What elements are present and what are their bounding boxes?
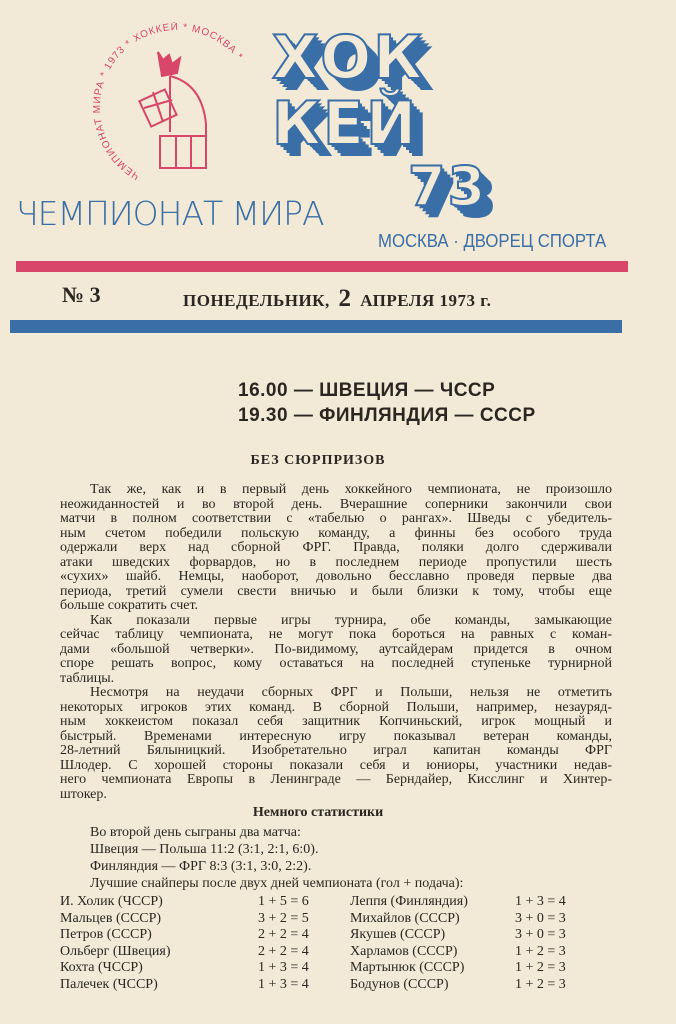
stats-intro: Во второй день сыграны два матча: — [90, 825, 301, 840]
scorer-row — [60, 927, 620, 944]
article-line: «сухих» шайб. Немцы, наоборот, довольно бесславно проведя первые два — [60, 569, 612, 584]
article-line: атаки шведских форвардов, но в последнем периоде пропустили шесть — [60, 554, 612, 570]
article-line: сейчас таблицу чемпионата, не могут пока бороться на равных с коман- — [60, 627, 612, 642]
scorer-name: Петров (СССР) — [60, 927, 152, 942]
article-line: одержали верх над сборной ФРГ. Правда, поляки долго сдерживали — [60, 540, 612, 555]
article-line: некоторых игроков этих команд. В сборной Польши, например, незауряд- — [60, 699, 612, 715]
article-line: Несмотря на неудачи сборных ФРГ и Польши, нельзя не отметить — [90, 685, 612, 700]
stats-heading: Немного статистики — [252, 805, 384, 820]
weekday: ПОНЕДЕЛЬНИК, — [183, 291, 330, 310]
scorer-name: Якушев (СССР) — [350, 927, 446, 942]
article-line: ным хоккеистом показал себя защитник Копчиньский, игрок мощный и — [60, 714, 612, 729]
issue-number: № 3 — [62, 282, 101, 307]
day-number: 2 — [338, 285, 352, 312]
article-line: быстрый. Временами интересную игру показывал ветеран команды, — [60, 728, 612, 744]
scorer-row — [60, 977, 620, 994]
article-line: матчи в полном соответствии с «табелью о рангах». Шведы с убедитель- — [60, 511, 612, 526]
article-line: дами «большой четверки». По-видимому, аутсайдерам придется в очном — [60, 641, 612, 657]
scorers-heading: Лучшие снайперы после двух дней чемпионата (гол + подача): — [90, 876, 464, 891]
scorer-points: 3 + 2 = 5 — [258, 910, 309, 926]
scorer-row — [60, 911, 620, 928]
scorer-points: 1 + 5 = 6 — [258, 894, 309, 909]
scorer-row — [60, 960, 620, 977]
title-year: 73 — [408, 155, 488, 218]
blue-divider — [10, 320, 622, 333]
article-headline: БЕЗ СЮРПРИЗОВ — [250, 453, 386, 468]
scorer-name: Мартынюк (СССР) — [350, 960, 465, 975]
match-result: Швеция — Польша 11:2 (3:1, 2:1, 6:0). — [90, 842, 319, 857]
scorer-points: 3 + 0 = 3 — [515, 927, 566, 942]
match-result: Финляндия — ФРГ 8:3 (3:1, 3:0, 2:2). — [90, 859, 312, 874]
article-line: таблицы. — [60, 670, 115, 686]
red-divider — [16, 261, 628, 272]
hockey-glove-icon — [139, 52, 206, 168]
article-line: 28-летний Бялыницкий. Изобретательно играл капитан команды ФРГ — [60, 743, 612, 758]
scorer-name: Харламов (СССР) — [350, 943, 458, 959]
scorer-row — [60, 944, 620, 961]
scorer-points: 1 + 3 = 4 — [258, 976, 309, 992]
venue-label: МОСКВА · ДВОРЕЦ СПОРТА — [378, 231, 607, 251]
article-line: Так же, как и в первый день хоккейного чемпионата, не произошло — [90, 482, 612, 497]
championship-emblem-logo — [92, 22, 262, 192]
title-hockey-part1: ХОК — [272, 23, 425, 93]
article-line: Шлодер. С хорошей стороны показали себя и юниоры, участники недав- — [60, 757, 612, 773]
scorer-name: И. Холик (ЧССР) — [60, 894, 163, 909]
championship-title: ЧЕМПИОНАТ МИРА — [16, 194, 324, 233]
article-line: споре решать вопрос, кому оставаться на последней ступеньке турнирной — [60, 656, 612, 671]
scorer-points: 2 + 2 = 4 — [258, 927, 309, 942]
scorer-name: Михайлов (СССР) — [350, 910, 460, 926]
scorers-table — [60, 894, 620, 993]
date-line — [183, 285, 491, 313]
article-line: него чемпионата Европы в Ленинграде — Берндайер, Кисслинг и Хинтер- — [60, 772, 612, 787]
scorer-points: 1 + 2 = 3 — [515, 976, 566, 992]
scorer-name: Леппя (Финляндия) — [350, 894, 468, 909]
scorer-name: Бодунов (СССР) — [350, 976, 449, 992]
schedule-game-2: 19.30 — ФИНЛЯНДИЯ — СССР — [238, 405, 536, 426]
scorer-row — [60, 894, 620, 911]
scorer-points: 1 + 2 = 3 — [515, 960, 566, 975]
article-line: Как показали первые игры турнира, обе команды, замыкающие — [90, 612, 612, 628]
article-line: периода, третий сумели свести вничью и были близки к тому, чтобы еще — [60, 583, 612, 599]
scorer-points: 2 + 2 = 4 — [258, 943, 309, 959]
scorer-name: Мальцев (СССР) — [60, 910, 162, 926]
schedule-game-1: 16.00 — ШВЕЦИЯ — ЧССР — [238, 380, 496, 401]
article-line: штокер. — [60, 786, 107, 802]
article-line: неожиданностей и во второй день. Вчерашние соперники закончили свои — [60, 496, 612, 512]
scorer-points: 3 + 0 = 3 — [515, 910, 566, 926]
article-line: больше сократить счет. — [60, 598, 199, 613]
logo-ring-text: ЧЕМПИОНАТ МИРА * 1973 * ХОККЕЙ * МОСКВА * — [92, 22, 245, 182]
scorer-points: 1 + 3 = 4 — [258, 960, 309, 975]
article-line: ным счетом победили польскую команду, а финны без особого труда — [60, 525, 612, 541]
scorer-points: 1 + 3 = 4 — [515, 894, 566, 909]
scorer-name: Кохта (ЧССР) — [60, 960, 143, 975]
title-hockey-part2: КЕЙ — [272, 89, 419, 159]
article-body — [60, 483, 612, 802]
scorer-name: Ольберг (Швеция) — [60, 943, 171, 959]
scorer-points: 1 + 2 = 3 — [515, 943, 566, 959]
month-year: АПРЕЛЯ 1973 г. — [360, 291, 492, 310]
scorer-name: Палечек (ЧССР) — [60, 976, 158, 992]
